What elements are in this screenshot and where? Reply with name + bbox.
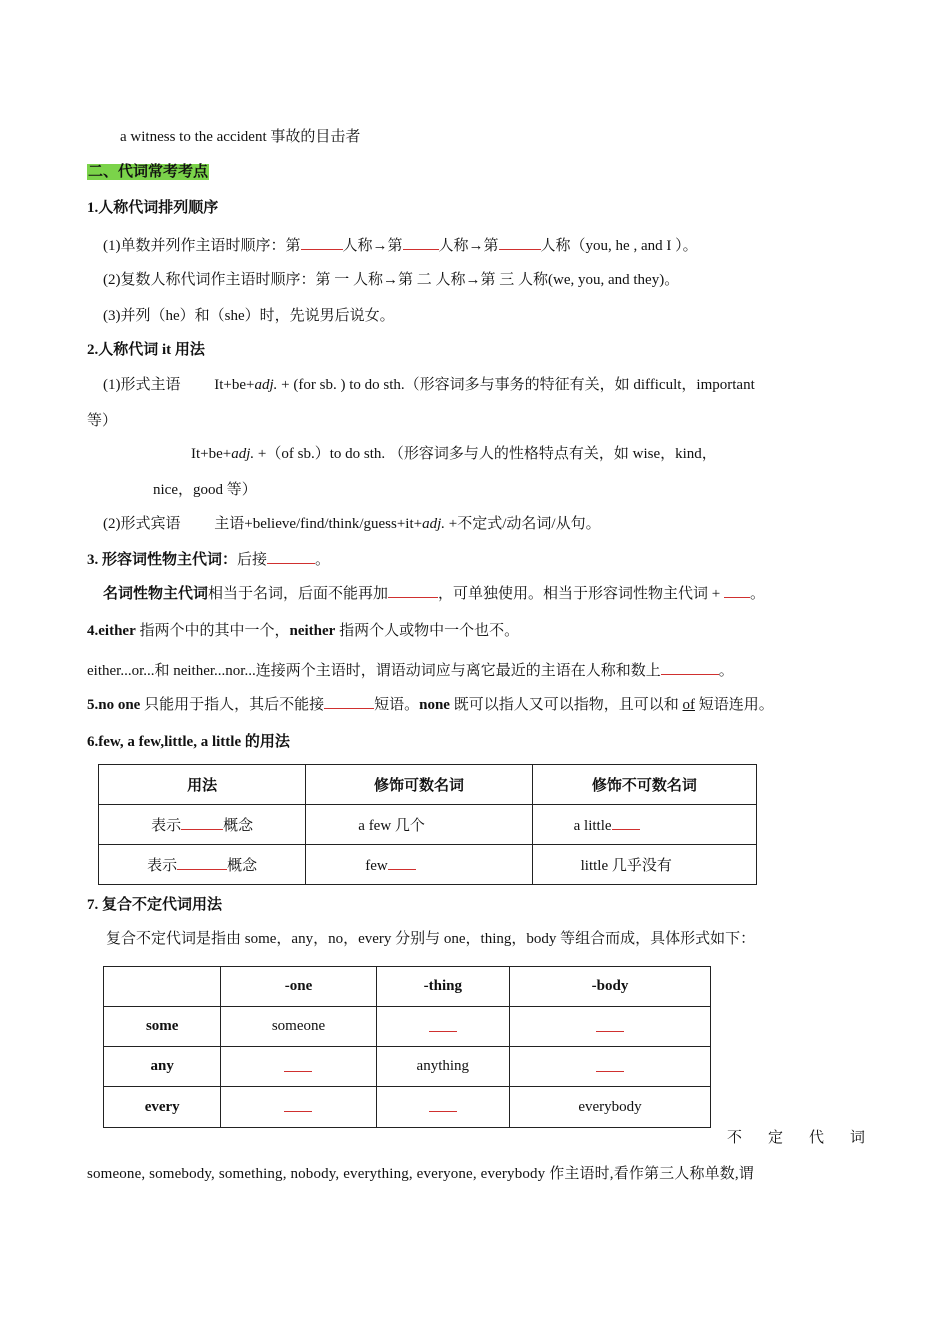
- table-cell: a few 几个: [306, 805, 532, 845]
- fill-blank: [403, 235, 439, 250]
- text: adj.: [254, 377, 278, 393]
- table-header: -body: [510, 967, 711, 1007]
- s2-title: 2.人称代词 it 用法: [87, 342, 205, 358]
- fill-blank: [499, 235, 541, 250]
- text: 主语+believe/find/think/guess+it+: [214, 516, 423, 532]
- text: 既可以指人又可以指物，且可以和: [449, 697, 683, 713]
- text: 名词性物主代词: [103, 586, 209, 602]
- table-cell: someone: [221, 1007, 376, 1047]
- s2-p2: [191, 444, 717, 464]
- text: 词: [849, 1130, 865, 1146]
- fill-blank: [661, 660, 719, 675]
- text: (2)形式宾语: [103, 516, 181, 532]
- text: adj.: [422, 516, 446, 532]
- compound-pronoun-table: [103, 966, 711, 1128]
- text: It+be+: [214, 377, 255, 393]
- table-cell: [532, 805, 756, 845]
- table-cell: [510, 1047, 711, 1087]
- row-label: every: [104, 1087, 221, 1128]
- text: ，可单独使用。相当于形容词性物主代词 +: [438, 586, 724, 602]
- s2-p1: [103, 375, 755, 395]
- fill-blank: [429, 1017, 457, 1032]
- s5-p1: [87, 694, 774, 715]
- s7-title: 7. 复合不定代词用法: [87, 897, 223, 913]
- text: 表示: [147, 858, 178, 874]
- s4-p2: [87, 660, 734, 681]
- table-cell: [376, 1087, 509, 1128]
- s2-p2-cont: nice，good 等）: [153, 482, 257, 498]
- text: 5.no one: [87, 697, 141, 713]
- witness-line: a witness to the accident 事故的目击者: [120, 129, 361, 145]
- text: +不定式/动名词/从句。: [445, 516, 601, 532]
- fill-blank: [284, 1057, 312, 1072]
- table-cell: anything: [376, 1047, 509, 1087]
- fill-blank: [177, 855, 227, 870]
- text: (1)单数并列作主语时顺序：第: [103, 238, 301, 254]
- text: 后接: [237, 552, 268, 568]
- few-little-table: [98, 764, 757, 885]
- fill-blank: [324, 694, 374, 709]
- text: 概念: [223, 818, 254, 834]
- s1-p2: (2)复数人称代词作主语时顺序：第 一 人称→第 二 人称→第 三 人称(we, you, and they)。: [103, 272, 680, 288]
- text: 相当于名词，后面不能再加: [208, 586, 389, 602]
- s3-title: [87, 549, 330, 570]
- table-cell: [99, 845, 306, 885]
- fill-blank: [596, 1017, 624, 1032]
- text: (1)形式主语: [103, 377, 181, 393]
- s7-tail-line: [727, 1128, 865, 1148]
- text: 人称→第: [342, 238, 403, 254]
- text: either...or...和 neither...nor...连接两个主语时，谓语动词应与离它最近的主语在人称和数上: [87, 663, 661, 679]
- fill-blank: [388, 855, 416, 870]
- s2-p1-cont: 等）: [87, 413, 118, 429]
- fill-blank: [596, 1057, 624, 1072]
- text: 表示: [151, 818, 182, 834]
- table-row: [104, 1007, 711, 1047]
- text: neither: [289, 623, 336, 639]
- table-header: 修饰不可数名词: [532, 765, 756, 805]
- text: 3. 形容词性物主代词：: [87, 552, 238, 568]
- fill-blank: [301, 235, 343, 250]
- table-header: -thing: [376, 967, 509, 1007]
- text: none: [419, 697, 450, 713]
- text: 指两个人或物中一个也不。: [335, 623, 520, 639]
- text: 短语连用。: [694, 697, 774, 713]
- fill-blank: [284, 1097, 312, 1112]
- fill-blank: [388, 583, 438, 598]
- text: 定: [767, 1130, 783, 1146]
- row-label: some: [104, 1007, 221, 1047]
- fill-blank: [724, 583, 750, 598]
- table-row: [99, 805, 757, 845]
- text: 4.: [87, 623, 99, 639]
- table-header-row: [99, 765, 757, 805]
- text: either: [98, 623, 136, 639]
- fill-blank: [181, 815, 223, 830]
- table-cell: [376, 1007, 509, 1047]
- text: adj.: [231, 446, 255, 462]
- fill-blank: [612, 815, 640, 830]
- table-cell: [221, 1047, 376, 1087]
- text: It+be+: [191, 446, 232, 462]
- text: +（of sb.）to do sth. （形容词多与人的性格特点有关，如 wise，kind，: [254, 446, 717, 462]
- table-row: [104, 1047, 711, 1087]
- section-title: [87, 162, 209, 182]
- text: 。: [750, 586, 766, 602]
- text: 概念: [227, 858, 258, 874]
- table-cell: [510, 1007, 711, 1047]
- s7-p1: 复合不定代词是指由 some，any，no，every 分别与 one，thing，body 等组合而成，具体形式如下：: [106, 931, 756, 947]
- s1-p1: [103, 235, 698, 256]
- text: 短语。: [374, 697, 420, 713]
- table-row: [104, 1087, 711, 1128]
- fill-blank: [429, 1097, 457, 1112]
- table-row: [99, 845, 757, 885]
- text: 。: [718, 663, 734, 679]
- row-label: any: [104, 1047, 221, 1087]
- s7-last-line: someone, somebody, something, nobody, everything, everyone, everybody 作主语时,看作第三人称单数,谓: [87, 1166, 754, 1182]
- s4-p1: [87, 621, 519, 641]
- s1-p3: (3)并列（he）和（she）时，先说男后说女。: [103, 308, 395, 324]
- table-header-row: [104, 967, 711, 1007]
- table-header: -one: [221, 967, 376, 1007]
- table-header: 修饰可数名词: [306, 765, 532, 805]
- fill-blank: [267, 549, 315, 564]
- section-heading-highlight: 二、代词常考考点: [88, 164, 209, 180]
- text: 。: [315, 552, 331, 568]
- table-cell: little 几乎没有: [532, 845, 756, 885]
- table-cell: [221, 1087, 376, 1128]
- table-cell: everybody: [510, 1087, 711, 1128]
- s2-p3: [103, 514, 601, 534]
- text: 代: [808, 1130, 824, 1146]
- table-cell: [306, 845, 532, 885]
- text: 只能用于指人，其后不能接: [140, 697, 325, 713]
- text: 人称→第: [438, 238, 499, 254]
- text: few: [365, 857, 388, 874]
- text: 人称（you, he , and I ）。: [540, 238, 698, 254]
- table-header: 用法: [99, 765, 306, 805]
- table-cell: [99, 805, 306, 845]
- s3-p2: [103, 583, 765, 604]
- text: of: [682, 697, 695, 713]
- s1-title: 1.人称代词排列顺序: [87, 200, 219, 216]
- s6-title: 6.few, a few,little, a little 的用法: [87, 734, 290, 750]
- text: + (for sb. ) to do sth.（形容词多与事务的特征有关，如 difficult，important: [277, 377, 755, 393]
- text: 指两个中的其中一个，: [135, 623, 290, 639]
- text: a little: [573, 817, 612, 834]
- text: 不: [727, 1130, 743, 1146]
- table-header: [104, 967, 221, 1007]
